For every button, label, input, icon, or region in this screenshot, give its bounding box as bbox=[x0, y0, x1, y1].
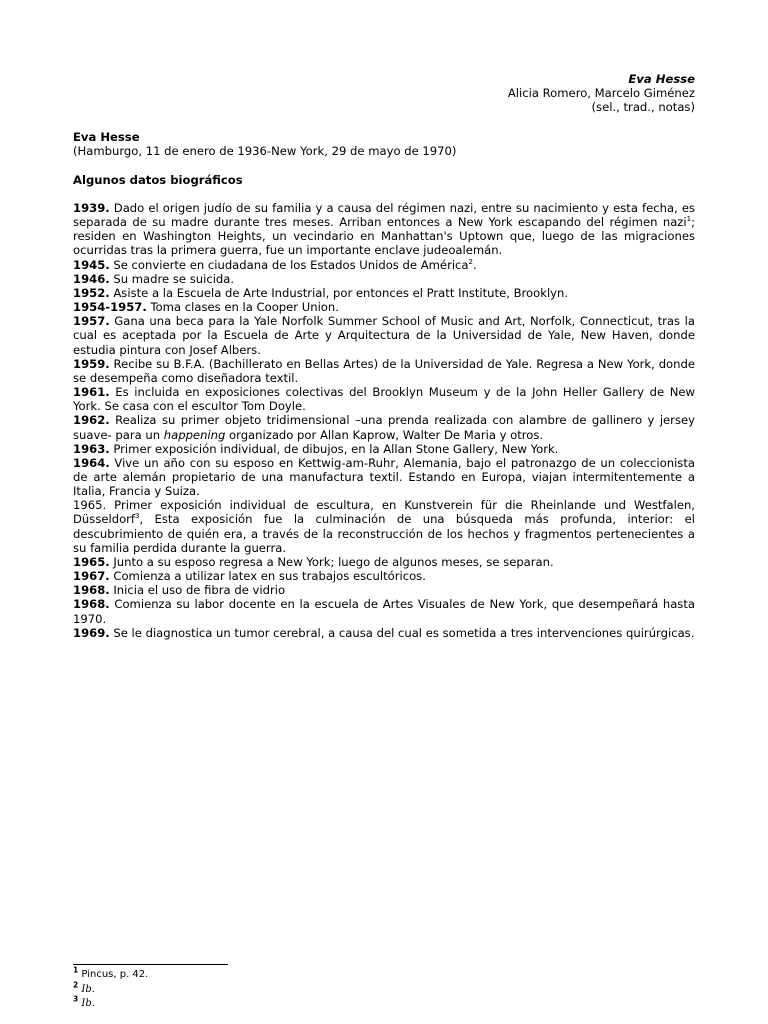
entry-text: ; residen en Washington Heights, un vecindario en Manhattan's Uptown que, luego de las migraciones ocurridas tras la primera guerra, fue un importante enclave judeoalemán. bbox=[73, 215, 695, 258]
biography-entry bbox=[73, 498, 695, 555]
entry-text: Realiza su primer objeto tridimensional –una prenda realizada con alambre de gallinero y jersey suave- para un bbox=[73, 413, 695, 442]
entry-italic-term: happening bbox=[163, 427, 226, 442]
intro-block bbox=[73, 130, 695, 158]
biography-entry bbox=[73, 314, 695, 356]
biography-entry bbox=[73, 456, 695, 498]
biography-entry bbox=[73, 626, 695, 640]
header-authors: Alicia Romero, Marcelo Giménez bbox=[507, 86, 695, 101]
footnote-reference: 2 bbox=[468, 257, 474, 266]
footnotes bbox=[73, 965, 473, 1012]
footnote-number: 2 bbox=[73, 980, 79, 990]
biography-entry bbox=[73, 357, 695, 385]
entry-text: Su madre se suicida. bbox=[109, 271, 235, 286]
entry-text: Comienza su labor docente en la escuela de Artes Visuales de New York, que desempeñará hasta 1970. bbox=[73, 597, 695, 626]
footnote-reference: 3 bbox=[135, 512, 140, 521]
entry-text: Junto a su esposo regresa a New York; luego de algunos meses, se separan. bbox=[109, 554, 554, 569]
entry-text: Recibe su B.F.A. (Bachillerato en Bellas Artes) de la Universidad de Yale. Regresa a New York, donde se desempeña como diseñadora textil. bbox=[73, 356, 695, 385]
biography-entry bbox=[73, 569, 695, 583]
entry-text: , Esta exposición fue la culminación de una búsqueda más profunda, interior: el descubrimiento de quién era, a través de la reconstrucción de los hechos y fragmentos pertenecientes a su familia perdida durante la guerra. bbox=[73, 512, 695, 555]
entry-year: 1946. bbox=[73, 271, 110, 286]
header-note: (sel., trad., notas) bbox=[591, 100, 695, 115]
artist-dates: (Hamburgo, 11 de enero de 1936-New York, 29 de mayo de 1970) bbox=[73, 144, 457, 159]
biography-entry bbox=[73, 413, 695, 441]
biography-entry bbox=[73, 555, 695, 569]
footnote-text: Pincus, p. 42. bbox=[78, 969, 149, 980]
entry-year: 1964. bbox=[73, 455, 110, 470]
entry-year: 1965. bbox=[73, 498, 107, 513]
section-heading: Algunos datos biográficos bbox=[73, 173, 243, 187]
entry-year: 1962. bbox=[73, 413, 110, 428]
entry-text: . bbox=[473, 257, 477, 272]
entry-year: 1952. bbox=[73, 285, 110, 300]
entry-year: 1967. bbox=[73, 569, 110, 584]
footnote bbox=[73, 965, 473, 983]
biography-entry bbox=[73, 286, 695, 300]
entry-text: Dado el origen judío de su familia y a causa del régimen nazi, entre su nacimiento y esta fecha, es separada de su madre durante tres meses. Arriban entonces a New York escapando del régimen nazi bbox=[73, 201, 695, 230]
entry-text: Primer exposición individual, de dibujos, en la Allan Stone Gallery, New York. bbox=[109, 441, 559, 456]
document-header bbox=[195, 72, 695, 115]
footnote-number: 1 bbox=[73, 965, 79, 975]
entry-year: 1959. bbox=[73, 356, 110, 371]
entry-text: Se le diagnostica un tumor cerebral, a causa del cual es sometida a tres intervenciones quirúrgicas. bbox=[109, 625, 695, 640]
biography-entry bbox=[73, 385, 695, 413]
entry-text: Asiste a la Escuela de Arte Industrial, por entonces el Pratt Institute, Brooklyn. bbox=[109, 285, 569, 300]
biography-entry bbox=[73, 597, 695, 625]
entry-year: 1939. bbox=[73, 201, 110, 215]
entry-year: 1957. bbox=[73, 314, 110, 329]
entry-year: 1965. bbox=[73, 554, 110, 569]
entry-text: Es incluida en exposiciones colectivas del Brooklyn Museum y de la John Heller Gallery de New York. Se casa con el escultor Tom Doyle. bbox=[73, 385, 695, 414]
entry-text: Se convierte en ciudadana de los Estados Unidos de América bbox=[109, 257, 469, 272]
footnote-number: 3 bbox=[73, 994, 79, 1004]
biography-entry bbox=[73, 442, 695, 456]
entry-year: 1963. bbox=[73, 441, 110, 456]
footnote-divider bbox=[73, 964, 228, 965]
biography-entry bbox=[73, 272, 695, 286]
entry-year: 1968. bbox=[73, 583, 110, 598]
artist-name: Eva Hesse bbox=[73, 130, 140, 144]
footnote bbox=[73, 980, 473, 998]
footnote-text: Ib. bbox=[78, 983, 95, 995]
header-title: Eva Hesse bbox=[628, 72, 695, 86]
biography-entry bbox=[73, 300, 695, 314]
entry-year: 1969. bbox=[73, 625, 110, 640]
entry-year: 1945. bbox=[73, 257, 110, 272]
biography-entry bbox=[73, 201, 695, 258]
entry-year: 1954-1957. bbox=[73, 300, 147, 315]
entry-text: Gana una beca para la Yale Norfolk Summer School of Music and Art, Norfolk, Connecticut, tras la cual es aceptada por la Escuela de Arte y Arquitectura de la Universidad de Yale, New Haven, donde estudia pintura con Josef Albers. bbox=[73, 314, 695, 357]
footnote-text: Ib. bbox=[78, 998, 95, 1009]
biography-entry bbox=[73, 258, 695, 272]
entry-text: Inicia el uso de fibra de vidrio bbox=[109, 583, 286, 598]
entry-year: 1968. bbox=[73, 597, 110, 612]
entry-year: 1961. bbox=[73, 385, 110, 400]
biography-entry bbox=[73, 583, 695, 597]
entry-text: Comienza a utilizar latex en sus trabajos escultóricos. bbox=[109, 569, 426, 584]
entry-text: Vive un año con su esposo en Kettwig-am-Ruhr, Alemania, bajo el patronazgo de un coleccionista de arte alemán propietario de una manufactura textil. Estando en Europa, viajan intermitentemente a Italia, Francia y Suiza. bbox=[73, 455, 695, 499]
footnote bbox=[73, 994, 473, 1012]
biography-list bbox=[73, 201, 695, 640]
entry-text: Primer exposición individual de escultura, en Kunstverein für die Rheinlande und Westfalen, Düsseldorf bbox=[73, 498, 695, 527]
entry-text: organizado por Allan Kaprow, Walter De Maria y otros. bbox=[225, 427, 544, 442]
footnote-reference: 1 bbox=[686, 215, 692, 224]
entry-text: Toma clases en la Cooper Union. bbox=[146, 300, 339, 315]
